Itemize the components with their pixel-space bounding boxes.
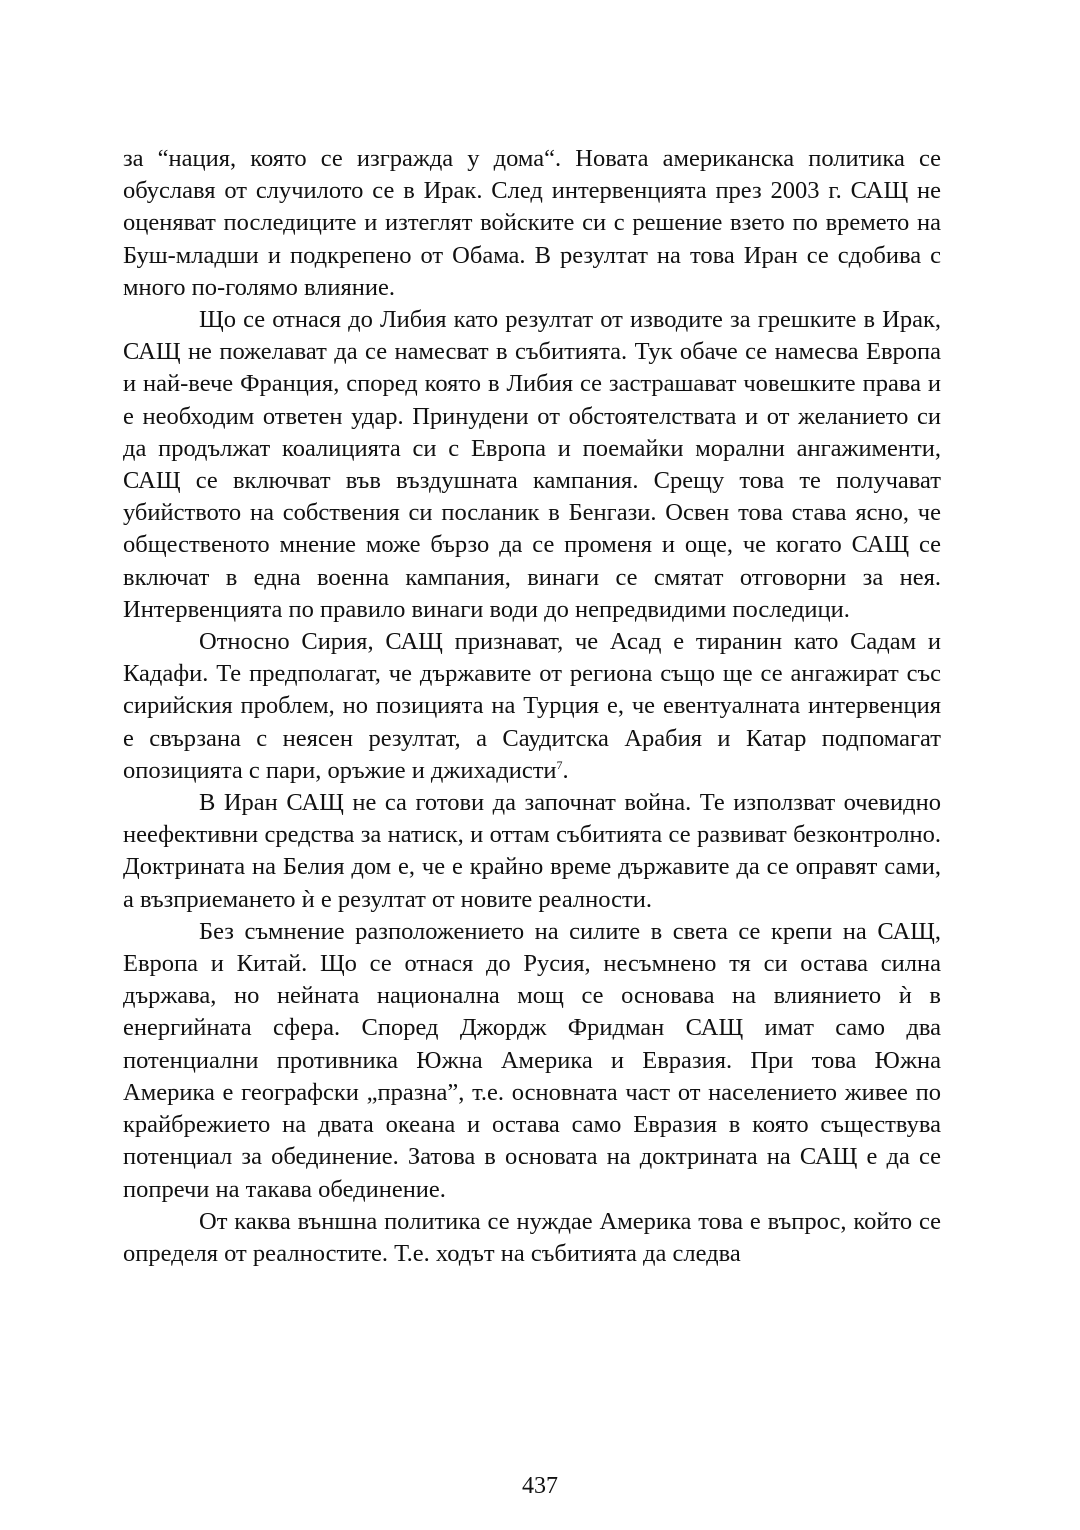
paragraph-libya: Що се отнася до Либия като резултат от изводите за грешките в Ирак, САЩ не пожелават да се намесват в събитията. Тук обаче се намесва Европа и най-вече Франция, според която в Либия се застрашават човешките права и е необходим ответен удар. Принудени от обстоятелствата и от желанието си да продължат коалицията си с Европа и поемайки морални ангажименти, САЩ се включват във въздушната кампания. Срещу това те получават убийството на собствения си посланик в Бенгази. Освен това става ясно, че общественото мнение може бързо да се променя и още, че когато САЩ се включат в една военна кампания, винаги се смятат отговорни за нея. Интервенцията по правило винаги води до непредвидими последици. [123,306,941,623]
paragraph-syria-text: Относно Сирия, САЩ признават, че Асад е тиранин като Садам и Кадафи. Те предполагат, че държавите от региона също ще се ангажират със сирийския проблем, но позицията на Турция е, че евентуалната интервенция е свързана с неясен резултат, а Саудитска Арабия и Катар подпомагат опозицията с пари, оръжие и джихадисти [123,628,941,784]
page-body [123,143,941,1270]
paragraph-world-balance: Без съмнение разположението на силите в света се крепи на САЩ, Европа и Китай. Що се отнася до Русия, несъмнено тя си остава силна държава, но нейната национална мощ се основава на влиянието ѝ в енергийната сфера. Според Джордж Фридман САЩ имат само два потенциални противника Южна Америка и Евразия. При това Южна Америка е географски „празна”, т.е. основната част от населението живее по крайбрежието на двата океана и остава само Евразия в която съществува потенциал за обединение. Затова в основата на доктрината на САЩ е да се попречи на такава обединение. [123,917,941,1203]
page-number: 437 [522,1473,558,1499]
paragraph-foreign-policy: От каква външна политика се нуждае Америка това е въпрос, който се определя от реалностите. Т.е. ходът на събитията да следва [123,1207,941,1267]
paragraph-syria [123,626,941,787]
paragraph-syria-tail: . [562,756,569,784]
footnote-marker[interactable]: 7 [556,757,563,772]
paragraph-iran: В Иран САЩ не са готови да започнат война. Те използват очевидно неефективни средства за натиск, и оттам събитията се развиват безконтролно. Доктрината на Белия дом е, че е крайно време държавите да се оправят сами, а възприемането ѝ е резултат от новите реалности. [123,789,941,913]
paragraph-continuation: за “нация, която се изгражда у дома“. Новата американска политика се обуславя от случилото се в Ирак. След интервенцията през 2003 г. САЩ не оценяват последиците и изтеглят войските си с решение взето по времето на Буш-младши и подкрепено от Обама. В резултат на това Иран се сдобива с много по-голямо влияние. [123,145,941,301]
